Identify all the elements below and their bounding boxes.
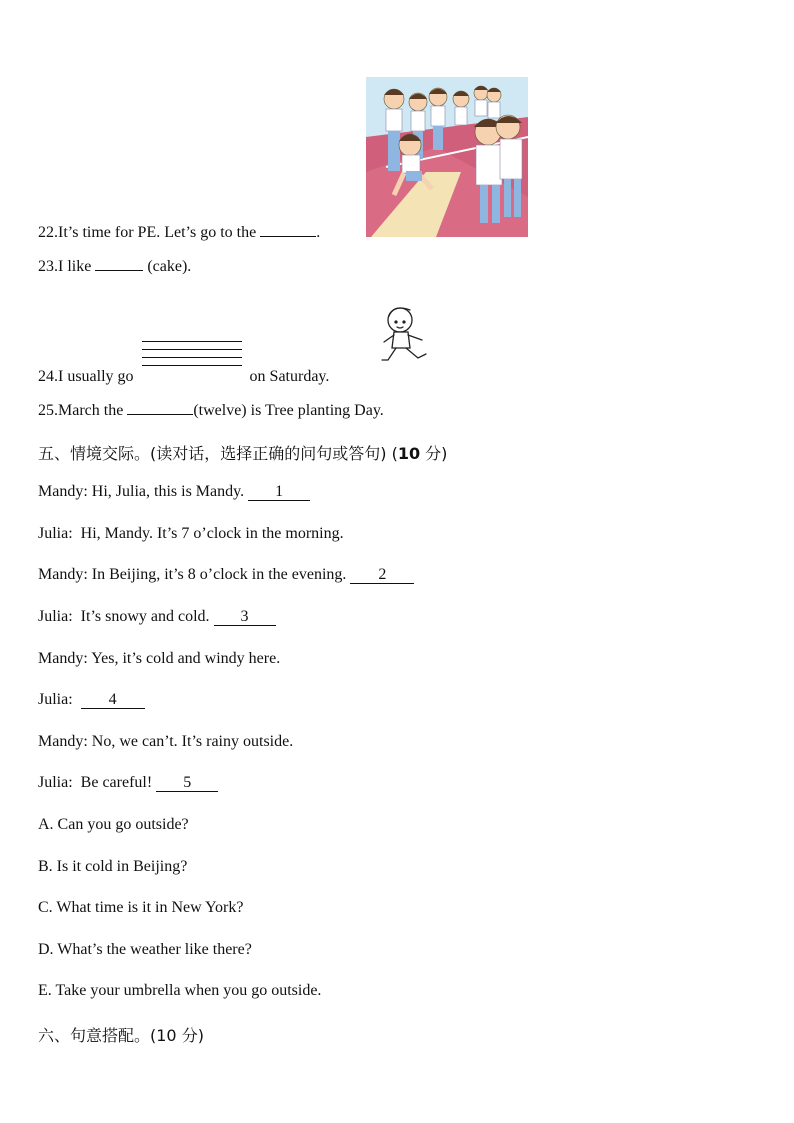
question-text: I like: [58, 258, 96, 275]
section-6-title: 六、句意搭配。(10 分): [38, 1026, 204, 1045]
question-number: 24.: [38, 368, 58, 385]
dialogue-blank[interactable]: 1: [248, 484, 310, 501]
dialogue-blank[interactable]: 2: [350, 567, 414, 584]
answer-blank[interactable]: [95, 256, 143, 271]
long-jump-illustration: [366, 77, 528, 237]
dialogue-text: Yes, it’s cold and windy here.: [91, 650, 281, 667]
question-22: [38, 222, 320, 242]
option-d: D. What’s the weather like there?: [38, 941, 252, 958]
dialogue-line-8: [38, 774, 218, 792]
speaker-name: Mandy:: [38, 483, 88, 500]
dialogue-text: No, we can’t. It’s rainy outside.: [91, 733, 294, 750]
dialogue-line-3: [38, 566, 414, 584]
option-b: B. Is it cold in Beijing?: [38, 858, 188, 875]
speaker-name: Mandy:: [38, 733, 88, 750]
question-24: [38, 357, 329, 387]
question-25: [38, 400, 384, 420]
question-number: 25.: [38, 402, 58, 419]
dialogue-text: Hi, Julia, this is Mandy.: [91, 483, 245, 500]
question-text-end: on Saturday.: [245, 368, 330, 385]
speaker-name: Julia:: [38, 774, 73, 791]
section-score: 10: [397, 444, 421, 463]
section-score-unit: 分): [420, 444, 448, 463]
dialogue-text: Hi, Mandy. It’s 7 o’clock in the morning.: [80, 525, 344, 542]
dialogue-line-1: [38, 483, 310, 501]
option-c: C. What time is it in New York?: [38, 899, 244, 916]
dialogue-blank[interactable]: 5: [156, 775, 218, 792]
option-a: A. Can you go outside?: [38, 816, 189, 833]
speaker-name: Mandy:: [38, 566, 88, 583]
question-text: It’s time for PE. Let’s go to the: [58, 224, 261, 241]
question-text-end: (cake).: [143, 258, 192, 275]
dialogue-text: It’s snowy and cold.: [80, 608, 210, 625]
question-number: 23.: [38, 258, 58, 275]
section-5-title: [38, 441, 447, 464]
dialogue-line-7: [38, 733, 293, 751]
option-e: E. Take your umbrella when you go outside.: [38, 982, 322, 999]
dialogue-line-2: [38, 525, 344, 543]
speaker-name: Julia:: [38, 608, 73, 625]
dialogue-line-5: [38, 650, 280, 668]
speaker-name: Mandy:: [38, 650, 88, 667]
dialogue-line-4: [38, 608, 276, 626]
speaker-name: Julia:: [38, 525, 73, 542]
four-line-answer-blank[interactable]: [142, 357, 242, 387]
dialogue-blank[interactable]: 3: [214, 609, 276, 626]
question-text: March the: [58, 402, 128, 419]
question-text-end: .: [316, 224, 321, 241]
dialogue-line-6: [38, 691, 145, 709]
speaker-name: Julia:: [38, 691, 73, 708]
question-text: I usually go: [58, 368, 138, 385]
dialogue-text: In Beijing, it’s 8 o’clock in the evening.: [91, 566, 347, 583]
question-text-end: (twelve) is Tree planting Day.: [193, 402, 384, 419]
dialogue-text: Be careful!: [80, 774, 153, 791]
answer-blank[interactable]: [260, 222, 316, 237]
answer-blank[interactable]: [127, 400, 193, 415]
question-23: [38, 256, 191, 276]
running-boy-illustration: [380, 302, 436, 372]
question-number: 22.: [38, 224, 58, 241]
section-title-text: 五、情境交际。(读对话，选择正确的问句或答句) (: [38, 444, 398, 463]
dialogue-blank[interactable]: 4: [81, 692, 145, 709]
